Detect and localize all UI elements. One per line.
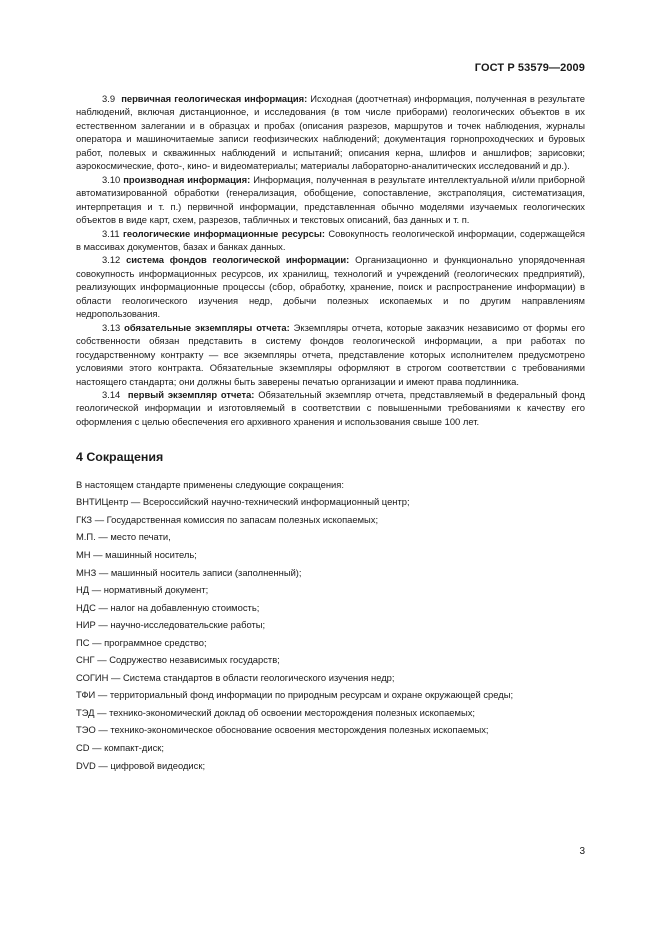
definition-term: первичная геологическая информация: <box>121 93 308 104</box>
list-item: СОГИН — Система стандартов в области геологического изучения недр; <box>76 671 395 683</box>
definition-number: 3.12 <box>102 254 121 266</box>
definition-term: первый экземпляр отчета: <box>127 388 255 400</box>
definition-text: Организационно и функционально упорядоченная совокупность информационных ресурсов, их хранилищ, технологий и учреждений (геологических предприятий), реализующих информационные процессы (сбор, обработку, хранение, поиск и распространение информации) в области геологического изучения недр, добычи полезных ископаемых и по другим направлениям недропользования. <box>76 254 585 320</box>
definition-3-11 <box>76 227 585 254</box>
list-item: ТФИ — территориальный фонд информации по природным ресурсам и охране окружающей среды; <box>76 689 514 701</box>
definition-number: 3.13 <box>102 321 121 333</box>
list-item: СНГ — Содружество независимых государств; <box>76 654 280 666</box>
list-item: НИР — научно-исследовательские работы; <box>76 619 266 631</box>
list-item: МН — машинный носитель; <box>76 548 197 560</box>
definition-3-13 <box>76 321 585 388</box>
page-number: 3 <box>579 846 585 857</box>
list-item: ПС — программное средство; <box>76 636 207 648</box>
list-item: ТЭД — технико-экономический доклад об освоении месторождения полезных ископаемых; <box>76 706 475 718</box>
section-intro: В настоящем стандарте применены следующие сокращения: <box>76 478 344 490</box>
definition-3-10 <box>76 173 585 227</box>
definition-text: Информация, полученная в результате интеллектуальной и/или приборной автоматизированной обработки (генерализация, обобщение, сопоставление, экстраполяция, систематизация, интерпретация и т. п.) первичной информации, представленная обычно моделями изучаемых геологических объектов в виде карт, схем, разрезов, табличных и текстовых описаний, баз данных и т. п. <box>76 173 585 226</box>
definition-term: система фондов геологической информации: <box>126 254 350 266</box>
definition-term: обязательные экземпляры отчета: <box>124 321 290 333</box>
list-item: CD — компакт-диск; <box>76 741 165 753</box>
list-item: ГКЗ — Государственная комиссия по запасам полезных ископаемых; <box>76 513 379 525</box>
list-item: НДС — налог на добавленную стоимость; <box>76 601 260 613</box>
definition-number: 3.14 <box>102 388 121 400</box>
list-item: НД — нормативный документ; <box>76 584 209 596</box>
definitions-list <box>76 92 585 428</box>
definition-term: геологические информационные ресурсы: <box>123 227 325 239</box>
list-item: ВНТИЦентр — Всероссийский научно-технический информационный центр; <box>76 496 410 508</box>
page-content <box>76 92 585 776</box>
definition-number: 3.10 <box>102 173 121 185</box>
list-item: ТЭО — технико-экономическое обоснование освоения месторождения полезных ископаемых; <box>76 724 489 736</box>
definition-number: 3.11 <box>102 227 120 239</box>
definition-number: 3.9 <box>102 93 116 104</box>
list-item: М.П. — место печати, <box>76 531 171 543</box>
definition-3-9 <box>76 92 585 173</box>
definition-term: производная информация: <box>123 173 251 185</box>
list-item: DVD — цифровой видеодиск; <box>76 759 206 771</box>
definition-text: Обязательный экземпляр отчета, представляемый в федеральный фонд геологической информации и изготовляемый в соответствии с повышенными требованиями к качеству его оформления с целью обеспечения его архивного хранения и использования свыше 100 лет. <box>76 388 585 427</box>
section-title: 4 Сокращения <box>76 450 164 465</box>
definition-3-14 <box>76 388 585 428</box>
definition-3-12 <box>76 253 585 320</box>
definition-text: Экземпляры отчета, которые заказчик независимо от формы его собственности обязан представить в систему фондов геологической информации, а при работах по государственному контракту — все экземпляры отчета, представление которых исполнителем предусмотрено условиями этого контракта. Обязательные экземпляры оформляют в строгом соответствии с требованиями настоящего стандарта; они должны быть заверены печатью организации и имеют права подлинника. <box>76 321 585 387</box>
abbreviations-list <box>76 495 585 771</box>
list-item: МНЗ — машинный носитель записи (заполненный); <box>76 566 302 578</box>
definition-text: Исходная (доотчетная) информация, полученная в результате наблюдений, включая дистанционное, и исследования (в том числе приборами) геологических объектов в их естественном залегании и в образцах и пробах (описания разрезов, маршрутов и точек наблюдения, журналы оператора и машиночитаемые записи геофизических наблюдений; документация горнопроходческих и буровых работ, полевых и скважинных наблюдений и испытаний; описания керна, шлифов и аншлифов; зарисовки; аэрокосмические, фото-, кино- и видеоматериалы; материалы лабораторно-аналитических исследований и др.). <box>76 93 585 172</box>
standard-header: ГОСТ Р 53579—2009 <box>474 62 585 74</box>
definition-text: Совокупность геологической информации, содержащейся в массивах документов, базах и банках данных. <box>76 227 585 252</box>
